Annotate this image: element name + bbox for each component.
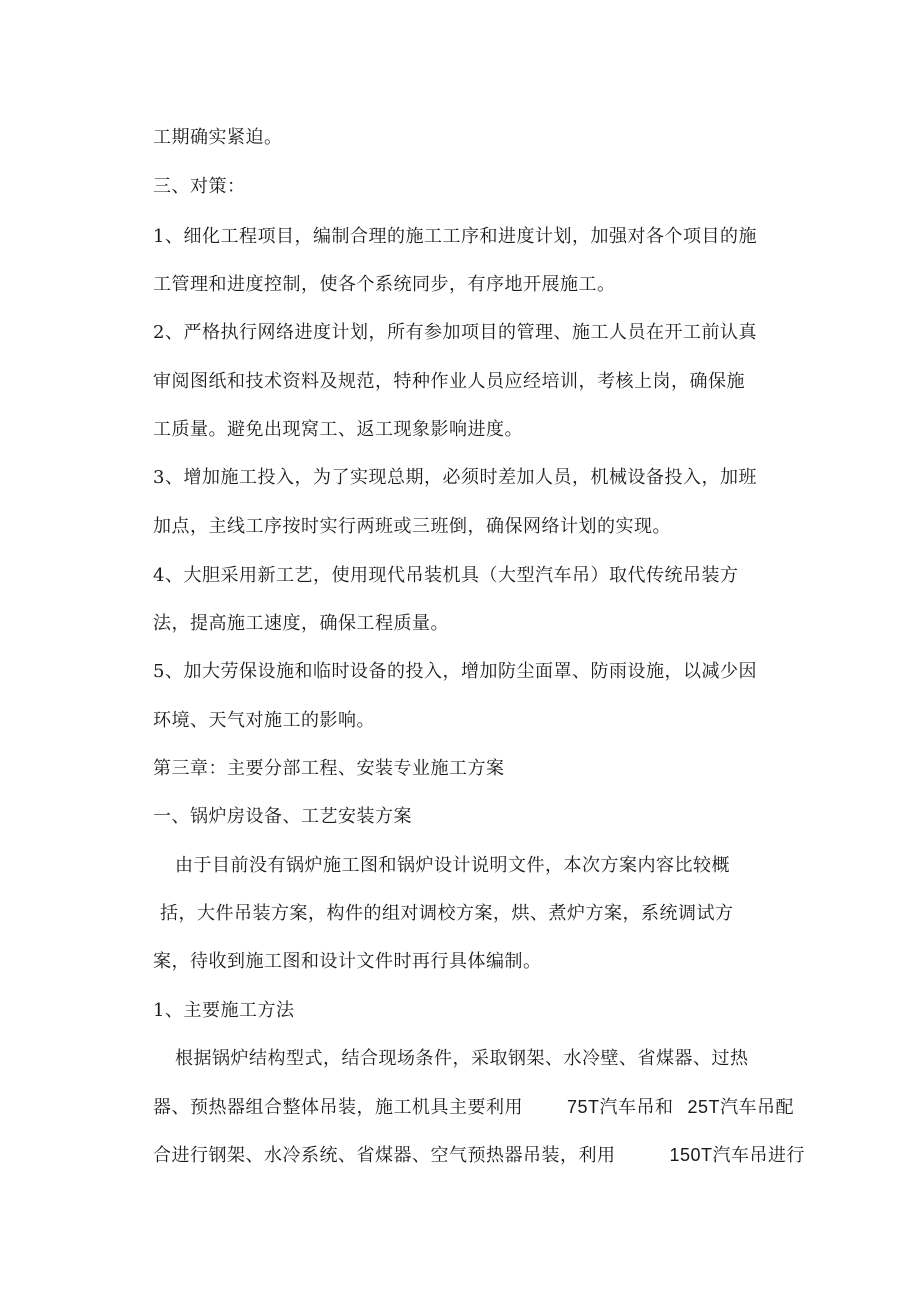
text-line-mixed bbox=[153, 1095, 794, 1120]
text-line: 由于目前没有锅炉施工图和锅炉设计说明文件，本次方案内容比较概 bbox=[175, 855, 730, 876]
text-line: 法，提高施工速度，确保工程质量。 bbox=[153, 613, 449, 634]
chapter-heading: 第三章：主要分部工程、安装专业施工方案 bbox=[153, 758, 505, 779]
section-heading: 一、锅炉房设备、工艺安装方案 bbox=[153, 806, 412, 827]
text-segment: 汽车吊和 bbox=[599, 1097, 674, 1118]
text-line: 括，大件吊装方案，构件的组对调校方案，烘、煮炉方案，系统调试方 bbox=[160, 903, 734, 924]
text-line-mixed bbox=[153, 1143, 805, 1168]
text-line: 加点，主线工序按时实行两班或三班倒，确保网络计划的实现。 bbox=[153, 516, 671, 537]
crane-capacity-75t: 75T bbox=[567, 1097, 600, 1117]
text-line: 2、严格执行网络进度计划，所有参加项目的管理、施工人员在开工前认真 bbox=[153, 322, 757, 343]
text-line: 工期确实紧迫。 bbox=[153, 127, 283, 148]
text-segment: 合进行钢架、水冷系统、省煤器、空气预热器吊装，利用 bbox=[153, 1145, 616, 1166]
crane-capacity-150t: 150T bbox=[669, 1145, 713, 1165]
text-line: 审阅图纸和技术资料及规范，特种作业人员应经培训，考核上岗，确保施 bbox=[153, 371, 745, 392]
crane-capacity-25t: 25T bbox=[687, 1097, 721, 1117]
text-line: 工质量。避免出现窝工、返工现象影响进度。 bbox=[153, 419, 523, 440]
text-segment: 汽车吊进行 bbox=[712, 1145, 806, 1166]
text-line: 根据锅炉结构型式，结合现场条件，采取钢架、水冷壁、省煤器、过热 bbox=[175, 1048, 749, 1069]
section-heading: 三、对策： bbox=[153, 176, 246, 197]
text-line: 工管理和进度控制，使各个系统同步，有序地开展施工。 bbox=[153, 274, 616, 295]
text-line: 4、大胆采用新工艺，使用现代吊装机具（大型汽车吊）取代传统吊装方 bbox=[153, 565, 739, 586]
text-line: 环境、天气对施工的影响。 bbox=[153, 710, 375, 731]
text-segment: 汽车吊配 bbox=[720, 1097, 795, 1118]
text-line: 5、加大劳保设施和临时设备的投入，增加防尘面罩、防雨设施，以减少因 bbox=[153, 661, 757, 682]
text-segment: 器、预热器组合整体吊装，施工机具主要利用 bbox=[153, 1097, 523, 1118]
subsection-heading: 1、主要施工方法 bbox=[153, 1000, 295, 1021]
text-line: 1、细化工程项目，编制合理的施工工序和进度计划，加强对各个项目的施 bbox=[153, 226, 757, 247]
text-line: 案，待收到施工图和设计文件时再行具体编制。 bbox=[153, 951, 542, 972]
text-line: 3、增加施工投入，为了实现总期，必须时差加人员，机械设备投入，加班 bbox=[153, 467, 757, 488]
